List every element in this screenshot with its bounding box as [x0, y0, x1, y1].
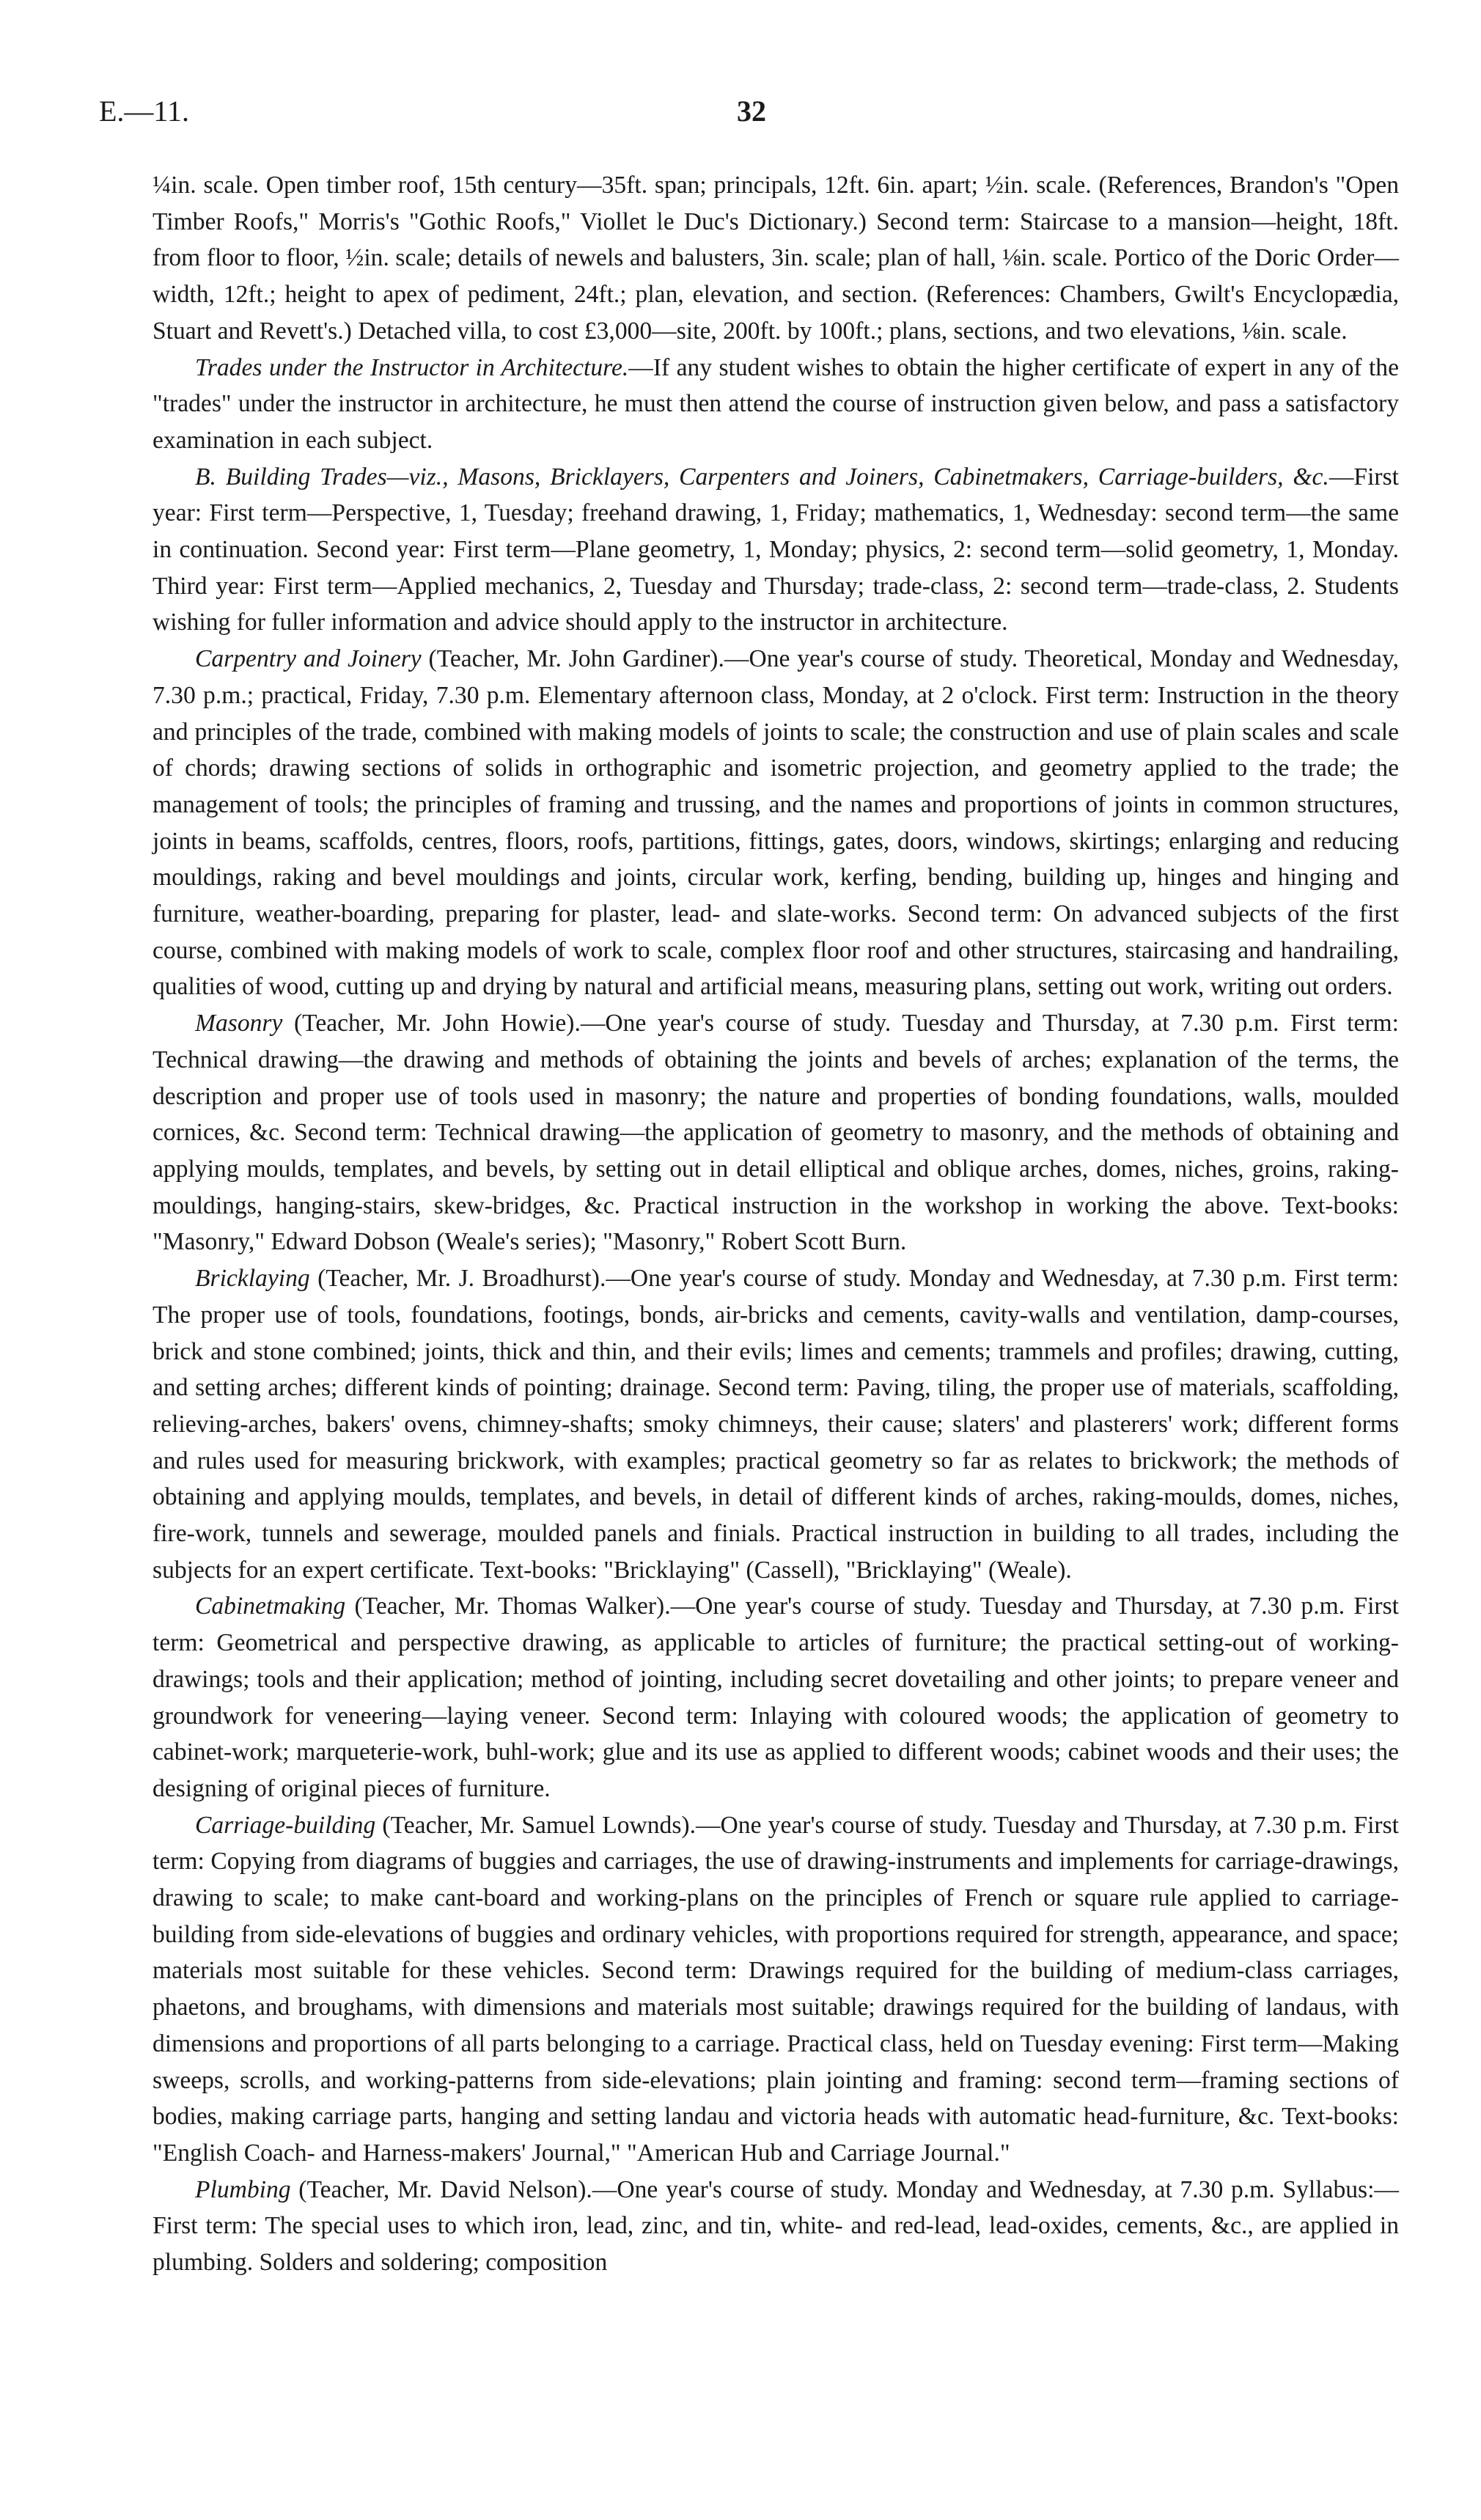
page-header	[99, 94, 1404, 138]
paragraph-carpentry	[152, 641, 1399, 1005]
paragraph-cabinetmaking	[152, 1588, 1399, 1807]
paragraph-masonry	[152, 1005, 1399, 1260]
paragraph-heading: Plumbing	[195, 2175, 291, 2203]
paragraph-roof-continuation	[152, 167, 1399, 350]
paragraph-heading: Cabinetmaking	[195, 1593, 346, 1620]
paragraph-text: (Teacher, Mr. Samuel Lownds).—One year's course of study. Tuesday and Thursday, at 7.30 p.m. First term: Copying from diagrams of buggies and carriages, the use of drawing-instruments and implements for carriage-drawings, drawing to scale; to make cant-board and working-plans on the principles of French or square rule applied to carriage-building from side-elevations of buggies and ordinary vehicles, with proportions required for strength, appearance, and space; materials most suitable for these vehicles. Second term: Drawings required for the building of medium-class carriages, phaetons, and broughams, with dimensions and materials most suitable; drawings required for the building of landaus, with dimensions and proportions of all parts belonging to a carriage. Practical class, held on Tuesday evening: First term—Making sweeps, scrolls, and working-patterns from side-elevations; plain jointing and framing: second term—framing sections of bodies, making carriage parts, hanging and setting landau and victoria heads with automatic head-furniture, &c. Text-books: "English Coach- and Harness-makers' Journal," "American Hub and Carriage Journal."	[152, 1811, 1399, 2167]
paragraph-carriage-building	[152, 1807, 1399, 2172]
document-reference: E.—11.	[99, 95, 189, 128]
paragraph-heading: Bricklaying	[195, 1265, 310, 1293]
paragraph-text: (Teacher, Mr. John Howie).—One year's course of study. Tuesday and Thursday, at 7.30 p.m. First term: Technical drawing—the drawing and methods of obtaining the joints and bevels of arches; explanation of the terms, the description and proper use of tools used in masonry; the nature and properties of bonding foundations, walls, moulded cornices, &c. Second term: Technical drawing—the application of geometry to masonry, and the methods of obtaining and applying moulds, templates, and bevels, by setting out in detail elliptical and oblique arches, domes, niches, groins, raking-mouldings, hanging-stairs, skew-bridges, &c. Practical instruction in the workshop in working the above. Text-books: "Masonry," Edward Dobson (Weale's series); "Masonry," Robert Scott Burn.	[152, 1010, 1399, 1256]
paragraph-text: —If any student wishes to obtain the higher certificate of expert in any of the "trades" under the instructor in architecture, he must then attend the course of instruction given below, and pass a satisfactory examination in each subject.	[152, 353, 1399, 454]
paragraph-heading: Carriage-building	[195, 1811, 376, 1839]
paragraph-heading: Masonry	[195, 1010, 283, 1037]
paragraph-text: (Teacher, Mr. David Nelson).—One year's course of study. Monday and Wednesday, at 7.30 p.m. Syllabus:—First term: The special uses to which iron, lead, zinc, and tin, white- and red-lead, lead-oxides, cements, &c., are applied in plumbing. Solders and soldering; composition	[152, 2175, 1399, 2277]
paragraph-text: (Teacher, Mr. John Gardiner).—One year's course of study. Theoretical, Monday and Wednesday, 7.30 p.m.; practical, Friday, 7.30 p.m. Elementary afternoon class, Monday, at 2 o'clock. First term: Instruction in the theory and principles of the trade, combined with making models of joints to scale; the construction and use of plain scales and scale of chords; drawing sections of solids in orthographic and isometric projection, and geometry applied to the trade; the management of tools; the principles of framing and trussing, and the names and proportions of joints in common structures, joints in beams, scaffolds, centres, floors, roofs, partitions, fittings, gates, doors, windows, skirtings; enlarging and reducing mouldings, raking and bevel mouldings and joints, circular work, kerfing, bending, building up, hinges and hinging and furniture, weather-boarding, preparing for plaster, lead- and slate-works. Second term: On advanced subjects of the first course, combined with making models of work to scale, complex floor roof and other structures, staircasing and handrailing, qualities of wood, cutting up and drying by natural and artificial means, measuring plans, setting out work, writing out orders.	[152, 645, 1399, 1001]
paragraph-plumbing	[152, 2172, 1399, 2281]
paragraph-heading: B. Building Trades—viz., Masons, Bricklayers, Carpenters and Joiners, Cabinetmakers, Carriage-builders, &c.	[195, 463, 1329, 491]
paragraph-text: (Teacher, Mr. Thomas Walker).—One year's course of study. Tuesday and Thursday, at 7.30 p.m. First term: Geometrical and perspective drawing, as applicable to articles of furniture; the practical setting-out of working-drawings; tools and their application; method of jointing, including secret dovetailing and other joints; to prepare veneer and groundwork for veneering—laying veneer. Second term: Inlaying with coloured woods; the application of geometry to cabinet-work; marqueterie-work, buhl-work; glue and its use as applied to different woods; cabinet woods and their uses; the designing of original pieces of furniture.	[152, 1593, 1399, 1802]
paragraph-building-trades	[152, 459, 1399, 642]
paragraph-text: (Teacher, Mr. J. Broadhurst).—One year's course of study. Monday and Wednesday, at 7.30 p.m. First term: The proper use of tools, foundations, footings, bonds, air-bricks and cements, cavity-walls and ventilation, damp-courses, brick and stone combined; joints, thick and thin, and their evils; limes and cements; trammels and profiles; drawing, cutting, and setting arches; different kinds of pointing; drainage. Second term: Paving, tiling, the proper use of materials, scaffolding, relieving-arches, bakers' ovens, chimney-shafts; smoky chimneys, their cause; slaters' and plasterers' work; different forms and rules used for measuring brickwork, with examples; practical geometry so far as relates to brickwork; the methods of obtaining and applying moulds, templates, and bevels, in detail of different kinds of arches, raking-moulds, domes, niches, fire-work, tunnels and sewerage, moulded panels and finials. Practical instruction in building to all trades, including the subjects for an expert certificate. Text-books: "Bricklaying" (Cassell), "Bricklaying" (Weale).	[152, 1265, 1399, 1584]
paragraph-heading: Trades under the Instructor in Architecture.	[195, 353, 629, 381]
paragraph-trades-instructor	[152, 350, 1399, 459]
paragraph-bricklaying	[152, 1260, 1399, 1588]
page-number: 32	[737, 95, 766, 128]
paragraph-heading: Carpentry and Joinery	[195, 645, 422, 673]
body-text	[152, 167, 1399, 2281]
paragraph-text: ¼in. scale. Open timber roof, 15th century—35ft. span; principals, 12ft. 6in. apart; ½in. scale. (References, Brandon's "Open Timber Roofs," Morris's "Gothic Roofs," Viollet le Duc's Dictionary.) Second term: Staircase to a mansion—height, 18ft. from floor to floor, ½in. scale; details of newels and balusters, 3in. scale; plan of hall, ⅛in. scale. Portico of the Doric Order—width, 12ft.; height to apex of pediment, 24ft.; plan, elevation, and section. (References: Chambers, Gwilt's Encyclopædia, Stuart and Revett's.) Detached villa, to cost £3,000—site, 200ft. by 100ft.; plans, sections, and two elevations, ⅛in. scale.	[152, 172, 1399, 345]
paragraph-text: —First year: First term—Perspective, 1, Tuesday; freehand drawing, 1, Friday; mathematics, 1, Wednesday: second term—the same in continuation. Second year: First term—Plane geometry, 1, Monday; physics, 2: second term—solid geometry, 1, Monday. Third year: First term—Applied mechanics, 2, Tuesday and Thursday; trade-class, 2: second term—trade-class, 2. Students wishing for fuller information and advice should apply to the instructor in architecture.	[152, 463, 1399, 636]
